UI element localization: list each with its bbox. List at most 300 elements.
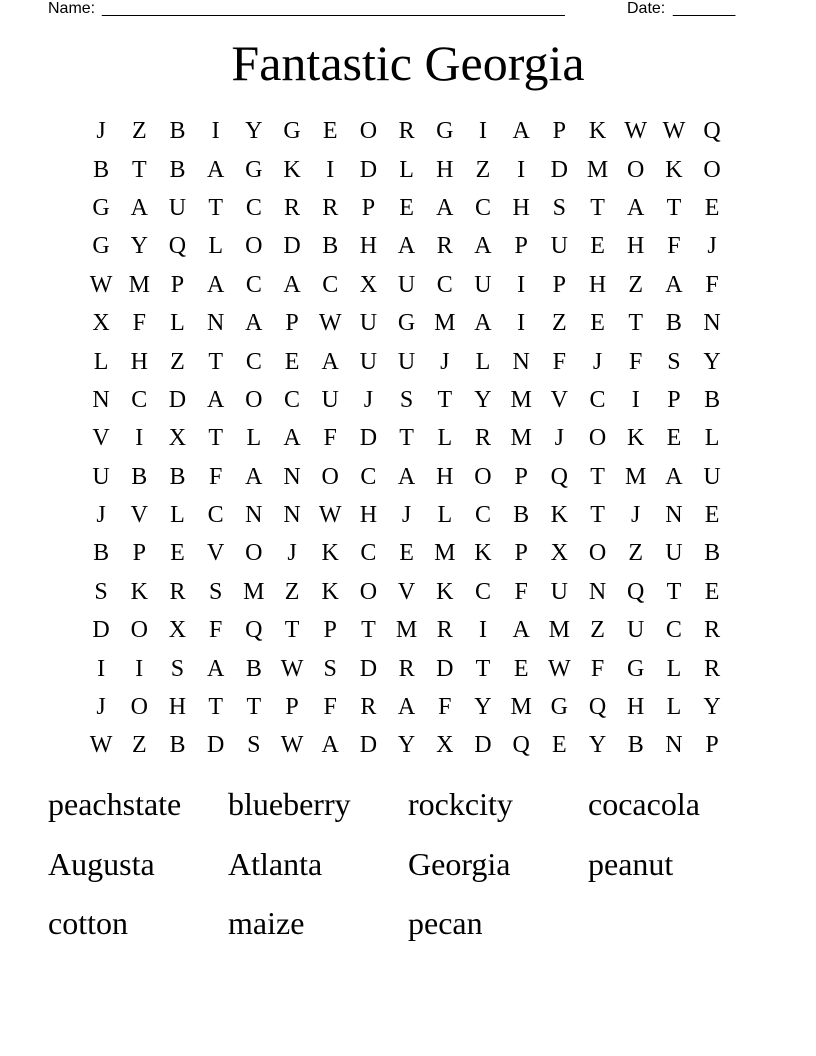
grid-letter[interactable]: M (510, 425, 532, 452)
grid-letter[interactable]: K (321, 578, 339, 605)
grid-letter[interactable]: U (321, 386, 339, 413)
grid-letter[interactable]: J (592, 348, 603, 375)
grid-letter[interactable]: P (552, 118, 567, 145)
grid-letter[interactable]: M (243, 578, 265, 605)
grid-letter[interactable]: T (361, 617, 376, 644)
grid-letter[interactable]: E (590, 310, 605, 337)
grid-letter[interactable]: O (588, 540, 607, 567)
grid-letter[interactable]: M (128, 271, 150, 298)
word-list-item: maize (228, 905, 305, 941)
name-blank-line[interactable]: ____________________________________________________ (102, 0, 565, 17)
grid-letter[interactable]: J (707, 233, 717, 260)
grid-row (82, 649, 732, 687)
grid-letter[interactable]: K (130, 578, 148, 605)
word-list-item: Augusta (48, 845, 155, 882)
grid-letter[interactable]: A (474, 310, 492, 337)
grid-letter[interactable]: N (512, 348, 530, 375)
grid-letter[interactable]: I (135, 655, 144, 682)
grid-letter[interactable]: A (283, 425, 301, 452)
grid-letter[interactable]: N (245, 502, 263, 529)
grid-letter[interactable]: J (401, 502, 412, 529)
grid-letter[interactable]: M (434, 310, 456, 337)
grid-letter[interactable]: A (627, 194, 645, 221)
grid-letter[interactable]: O (245, 386, 263, 413)
grid-letter[interactable]: K (436, 578, 454, 605)
grid-letter[interactable]: W (89, 271, 113, 298)
grid-letter[interactable]: Y (703, 348, 721, 375)
grid-letter[interactable]: V (130, 502, 148, 529)
grid-letter[interactable]: R (322, 194, 339, 221)
grid-letter[interactable]: Q (245, 617, 263, 644)
grid-letter[interactable]: C (322, 271, 339, 298)
grid-letter[interactable]: I (631, 386, 640, 413)
grid-letter[interactable]: T (475, 655, 491, 682)
grid-letter[interactable]: W (318, 310, 342, 337)
grid-letter[interactable]: Q (627, 578, 645, 605)
grid-letter[interactable]: D (436, 655, 454, 682)
grid-letter[interactable]: Q (550, 463, 569, 490)
grid-letter[interactable]: O (321, 463, 339, 490)
word-list-item: blueberry (228, 786, 351, 822)
grid-letter[interactable]: O (130, 694, 148, 721)
grid-letter[interactable]: R (398, 118, 415, 145)
grid-letter[interactable]: H (588, 271, 607, 298)
grid-letter[interactable]: A (512, 617, 530, 644)
grid-letter[interactable]: A (397, 694, 416, 721)
grid-letter[interactable]: B (322, 233, 339, 260)
grid-letter[interactable]: U (627, 617, 645, 644)
grid-letter[interactable]: K (627, 425, 645, 452)
grid-letter[interactable]: P (361, 194, 376, 221)
grid-letter[interactable]: B (704, 540, 721, 567)
grid-letter[interactable]: E (399, 194, 414, 221)
grid-letter[interactable]: Z (628, 271, 644, 298)
grid-letter[interactable]: Z (628, 540, 644, 567)
grid-letter[interactable]: S (94, 578, 108, 605)
grid-letter[interactable]: D (550, 156, 569, 183)
grid-letter[interactable]: F (323, 425, 337, 452)
grid-letter[interactable]: T (208, 348, 223, 375)
grid-letter[interactable]: P (170, 271, 185, 298)
grid-letter[interactable]: Q (168, 233, 187, 260)
grid-letter[interactable]: O (588, 425, 607, 452)
grid-letter[interactable]: U (703, 463, 721, 490)
grid-letter[interactable]: U (359, 310, 378, 337)
grid-letter[interactable]: T (284, 617, 300, 644)
grid-letter[interactable]: W (318, 502, 342, 529)
grid-letter[interactable]: G (245, 156, 263, 183)
grid-letter[interactable]: M (510, 694, 532, 721)
grid-letter[interactable]: S (323, 655, 337, 682)
grid-letter[interactable]: H (168, 694, 187, 721)
grid-letter[interactable]: E (704, 502, 720, 529)
grid-letter[interactable]: G (436, 118, 454, 145)
grid-letter[interactable]: L (704, 425, 720, 452)
grid-letter[interactable]: U (474, 271, 492, 298)
grid-letter[interactable]: P (132, 540, 146, 567)
grid-letter[interactable]: L (208, 233, 223, 260)
grid-letter[interactable]: B (169, 732, 186, 759)
grid-letter[interactable]: A (397, 463, 416, 490)
grid-letter[interactable]: C (436, 271, 453, 298)
grid-letter[interactable]: T (628, 310, 644, 337)
grid-letter[interactable]: D (474, 732, 492, 759)
grid-letter[interactable]: O (474, 463, 492, 490)
grid-letter[interactable]: N (206, 310, 225, 337)
grid-letter[interactable]: W (548, 655, 571, 682)
grid-letter[interactable]: A (245, 463, 263, 490)
grid-letter[interactable]: M (625, 463, 647, 490)
grid-letter[interactable]: C (360, 540, 377, 567)
grid-letter[interactable]: U (359, 348, 378, 375)
grid-letter[interactable]: F (208, 463, 223, 490)
grid-letter[interactable]: S (667, 348, 681, 375)
grid-letter[interactable]: C (665, 617, 682, 644)
grid-letter[interactable]: W (662, 118, 686, 145)
grid-letter[interactable]: N (92, 386, 110, 413)
grid-letter[interactable]: K (665, 156, 683, 183)
grid-letter[interactable]: G (92, 233, 110, 260)
grid-letter[interactable]: I (135, 425, 144, 452)
grid-letter[interactable]: J (440, 348, 450, 375)
grid-letter[interactable]: P (514, 540, 528, 567)
grid-letter[interactable]: W (624, 118, 648, 145)
grid-letter[interactable]: T (399, 425, 414, 452)
grid-letter[interactable]: L (437, 425, 453, 452)
grid-letter[interactable]: T (590, 194, 605, 221)
grid-letter[interactable]: P (552, 271, 567, 298)
grid-letter[interactable]: F (438, 694, 452, 721)
grid-letter[interactable]: F (514, 578, 528, 605)
grid-letter[interactable]: I (478, 118, 487, 145)
grid-letter[interactable]: A (321, 732, 339, 759)
grid-letter[interactable]: I (211, 118, 220, 145)
grid-letter[interactable]: J (96, 118, 106, 145)
grid-letter[interactable]: C (245, 194, 262, 221)
grid-letter[interactable]: M (586, 156, 609, 183)
grid-letter[interactable]: F (590, 655, 605, 682)
grid-letter[interactable]: D (359, 655, 378, 682)
grid-letter[interactable]: B (93, 540, 110, 567)
grid-letter[interactable]: Y (474, 694, 492, 721)
grid-letter[interactable]: C (474, 502, 491, 529)
grid-letter[interactable]: B (627, 732, 644, 759)
grid-letter[interactable]: R (474, 425, 491, 452)
grid-letter[interactable]: V (92, 425, 110, 452)
grid-letter[interactable]: F (705, 271, 719, 298)
grid-letter[interactable]: A (206, 271, 225, 298)
grid-letter[interactable]: T (590, 463, 605, 490)
grid-letter[interactable]: H (627, 233, 645, 260)
grid-letter[interactable]: I (97, 655, 106, 682)
grid-letter[interactable]: K (283, 156, 301, 183)
grid-letter[interactable]: A (206, 655, 225, 682)
grid-letter[interactable]: M (548, 617, 571, 644)
grid-letter[interactable]: M (395, 617, 418, 644)
grid-letter[interactable]: L (399, 156, 414, 183)
grid-letter[interactable]: P (285, 694, 299, 721)
grid-letter[interactable]: C (131, 386, 148, 413)
grid-letter[interactable]: D (359, 732, 378, 759)
grid-letter[interactable]: W (280, 732, 304, 759)
grid-letter[interactable]: H (436, 156, 454, 183)
grid-letter[interactable]: Y (588, 732, 607, 759)
grid-letter[interactable]: U (168, 194, 187, 221)
grid-letter[interactable]: T (246, 694, 262, 721)
grid-letter[interactable]: G (283, 118, 301, 145)
grid-letter[interactable]: L (437, 502, 453, 529)
grid-letter[interactable]: O (359, 578, 378, 605)
grid-letter[interactable]: J (554, 425, 565, 452)
grid-letter[interactable]: F (667, 233, 681, 260)
grid-letter[interactable]: J (631, 502, 641, 529)
grid-letter[interactable]: Z (131, 118, 147, 145)
grid-letter[interactable]: I (517, 271, 526, 298)
grid-letter[interactable]: B (169, 118, 186, 145)
date-blank-line[interactable]: _______ (673, 0, 736, 17)
grid-letter[interactable]: A (245, 310, 263, 337)
grid-letter[interactable]: S (247, 732, 261, 759)
grid-letter[interactable]: C (474, 194, 491, 221)
grid-letter[interactable]: T (208, 425, 223, 452)
grid-letter[interactable]: D (283, 233, 301, 260)
grid-letter[interactable]: T (666, 194, 682, 221)
grid-letter[interactable]: S (170, 655, 185, 682)
grid-letter[interactable]: B (245, 655, 262, 682)
grid-letter[interactable]: R (169, 578, 186, 605)
grid-letter[interactable]: A (512, 118, 530, 145)
grid-letter[interactable]: B (169, 156, 186, 183)
grid-letter[interactable]: N (665, 732, 683, 759)
grid-letter[interactable]: C (589, 386, 606, 413)
grid-letter[interactable]: Z (475, 156, 491, 183)
grid-letter[interactable]: E (552, 732, 567, 759)
grid-letter[interactable]: H (130, 348, 148, 375)
grid-letter[interactable]: G (397, 310, 416, 337)
grid-letter[interactable]: L (170, 502, 185, 529)
grid-letter[interactable]: R (436, 617, 453, 644)
grid-letter[interactable]: L (246, 425, 262, 452)
grid-letter[interactable]: E (170, 540, 185, 567)
grid-letter[interactable]: A (665, 463, 683, 490)
grid-letter[interactable]: R (704, 617, 721, 644)
grid-letter[interactable]: A (397, 233, 416, 260)
grid-letter[interactable]: U (665, 540, 683, 567)
grid-letter[interactable]: C (284, 386, 301, 413)
grid-letter[interactable]: E (513, 655, 529, 682)
grid-letter[interactable]: P (667, 386, 681, 413)
grid-letter[interactable]: X (436, 732, 454, 759)
grid-letter[interactable]: I (478, 617, 487, 644)
grid-letter[interactable]: F (629, 348, 643, 375)
grid-letter[interactable]: W (280, 655, 304, 682)
grid-letter[interactable]: T (666, 578, 682, 605)
grid-letter[interactable]: G (550, 694, 569, 721)
grid-letter[interactable]: P (514, 463, 528, 490)
grid-letter[interactable]: F (132, 310, 146, 337)
grid-letter[interactable]: E (322, 118, 338, 145)
grid-letter[interactable]: K (321, 540, 339, 567)
grid-letter[interactable]: L (475, 348, 491, 375)
grid-letter[interactable]: G (92, 194, 110, 221)
grid-letter[interactable]: P (705, 732, 719, 759)
grid-letter[interactable]: I (517, 156, 526, 183)
grid-letter[interactable]: Y (245, 118, 263, 145)
grid-letter[interactable]: N (665, 502, 683, 529)
grid-letter[interactable]: E (399, 540, 414, 567)
grid-letter[interactable]: H (512, 194, 530, 221)
grid-letter[interactable]: C (245, 271, 262, 298)
grid-letter[interactable]: N (283, 463, 301, 490)
grid-letter[interactable]: P (323, 617, 337, 644)
grid-letter[interactable]: A (474, 233, 492, 260)
grid-letter[interactable]: U (397, 271, 416, 298)
grid-letter[interactable]: T (437, 386, 453, 413)
grid-letter[interactable]: V (397, 578, 416, 605)
grid-letter[interactable]: Z (284, 578, 300, 605)
grid-letter[interactable]: B (513, 502, 530, 529)
grid-letter[interactable]: K (550, 502, 569, 529)
grid-letter[interactable]: Z (131, 732, 147, 759)
grid-letter[interactable]: Y (130, 233, 148, 260)
grid-letter[interactable]: O (359, 118, 378, 145)
grid-letter[interactable]: X (168, 425, 187, 452)
grid-letter[interactable]: I (326, 156, 335, 183)
grid-letter[interactable]: O (245, 540, 263, 567)
grid-letter[interactable]: D (359, 425, 378, 452)
grid-letter[interactable]: T (590, 502, 605, 529)
grid-letter[interactable]: N (703, 310, 721, 337)
grid-letter[interactable]: A (283, 271, 301, 298)
grid-letter[interactable]: R (360, 694, 377, 721)
grid-letter[interactable]: F (208, 617, 223, 644)
grid-letter[interactable]: B (169, 463, 186, 490)
grid-letter[interactable]: A (436, 194, 454, 221)
grid-row (82, 419, 732, 457)
grid-letter[interactable]: V (550, 386, 569, 413)
grid-letter[interactable]: R (704, 655, 721, 682)
grid-letter[interactable]: R (436, 233, 453, 260)
grid-letter[interactable]: L (666, 655, 682, 682)
grid-letter[interactable]: Y (397, 732, 416, 759)
grid-letter[interactable]: J (363, 386, 374, 413)
grid-letter[interactable]: C (207, 502, 224, 529)
grid-letter[interactable]: A (665, 271, 683, 298)
grid-letter[interactable]: H (436, 463, 454, 490)
grid-row (82, 458, 732, 496)
grid-letter[interactable]: Y (474, 386, 492, 413)
grid-letter[interactable]: N (588, 578, 607, 605)
grid-letter[interactable]: U (397, 348, 416, 375)
grid-letter[interactable]: P (514, 233, 528, 260)
grid-letter[interactable]: S (208, 578, 223, 605)
grid-letter[interactable]: O (245, 233, 263, 260)
grid-letter[interactable]: J (287, 540, 297, 567)
grid-letter[interactable]: X (92, 310, 110, 337)
grid-letter[interactable]: M (434, 540, 456, 567)
grid-letter[interactable]: T (131, 156, 147, 183)
grid-letter[interactable]: Q (703, 118, 721, 145)
grid-letter[interactable]: X (168, 617, 187, 644)
grid-letter[interactable]: U (550, 578, 569, 605)
grid-letter[interactable]: C (360, 463, 377, 490)
grid-letter[interactable]: P (285, 310, 299, 337)
grid-letter[interactable]: J (96, 502, 106, 529)
grid-letter[interactable]: Z (170, 348, 185, 375)
grid-letter[interactable]: X (550, 540, 569, 567)
grid-letter[interactable]: X (359, 271, 378, 298)
grid-letter[interactable]: A (130, 194, 148, 221)
grid-letter[interactable]: C (474, 578, 491, 605)
grid-letter[interactable]: S (552, 194, 567, 221)
grid-letter[interactable]: Q (588, 694, 607, 721)
grid-letter[interactable]: T (208, 194, 223, 221)
grid-letter[interactable]: B (704, 386, 721, 413)
grid-letter[interactable]: K (474, 540, 492, 567)
grid-letter[interactable]: D (92, 617, 110, 644)
grid-letter[interactable]: A (206, 386, 225, 413)
grid-letter[interactable]: A (206, 156, 225, 183)
grid-letter[interactable]: M (510, 386, 532, 413)
grid-letter[interactable]: E (666, 425, 682, 452)
grid-letter[interactable]: H (359, 233, 378, 260)
grid-letter[interactable]: H (359, 502, 378, 529)
word-list-item: cotton (48, 905, 128, 941)
grid-letter[interactable]: L (93, 348, 109, 375)
grid-letter[interactable]: E (284, 348, 300, 375)
grid-letter[interactable]: U (92, 463, 110, 490)
grid-letter[interactable]: S (399, 386, 414, 413)
grid-letter[interactable]: E (590, 233, 605, 260)
grid-letter[interactable]: B (131, 463, 148, 490)
grid-letter[interactable]: D (206, 732, 225, 759)
grid-letter[interactable]: E (704, 578, 720, 605)
grid-letter[interactable]: W (89, 732, 113, 759)
grid-letter[interactable]: O (627, 156, 645, 183)
grid-letter[interactable]: Y (703, 694, 721, 721)
grid-letter[interactable]: R (398, 655, 415, 682)
grid-letter[interactable]: K (588, 118, 607, 145)
grid-letter[interactable]: Z (590, 617, 605, 644)
grid-letter[interactable]: T (208, 694, 223, 721)
grid-letter[interactable]: D (168, 386, 187, 413)
grid-letter[interactable]: Q (512, 732, 530, 759)
grid-letter[interactable]: R (284, 194, 301, 221)
grid-row (82, 266, 732, 304)
grid-letter[interactable]: F (323, 694, 337, 721)
grid-letter[interactable]: B (93, 156, 110, 183)
grid-letter[interactable]: U (550, 233, 569, 260)
grid-letter[interactable]: D (359, 156, 378, 183)
grid-letter[interactable]: Z (552, 310, 567, 337)
grid-letter[interactable]: C (245, 348, 262, 375)
grid-letter[interactable]: A (321, 348, 339, 375)
grid-letter[interactable]: O (703, 156, 721, 183)
grid-letter[interactable]: G (627, 655, 645, 682)
grid-letter[interactable]: J (96, 694, 106, 721)
grid-letter[interactable]: L (170, 310, 185, 337)
grid-row (82, 534, 732, 572)
grid-letter[interactable]: L (666, 694, 682, 721)
grid-letter[interactable]: E (704, 194, 720, 221)
grid-letter[interactable]: H (627, 694, 645, 721)
grid-letter[interactable]: O (130, 617, 148, 644)
grid-letter[interactable]: B (665, 310, 682, 337)
grid-letter[interactable]: N (283, 502, 301, 529)
grid-letter[interactable]: F (552, 348, 567, 375)
grid-letter[interactable]: I (517, 310, 526, 337)
grid-letter[interactable]: V (206, 540, 225, 567)
